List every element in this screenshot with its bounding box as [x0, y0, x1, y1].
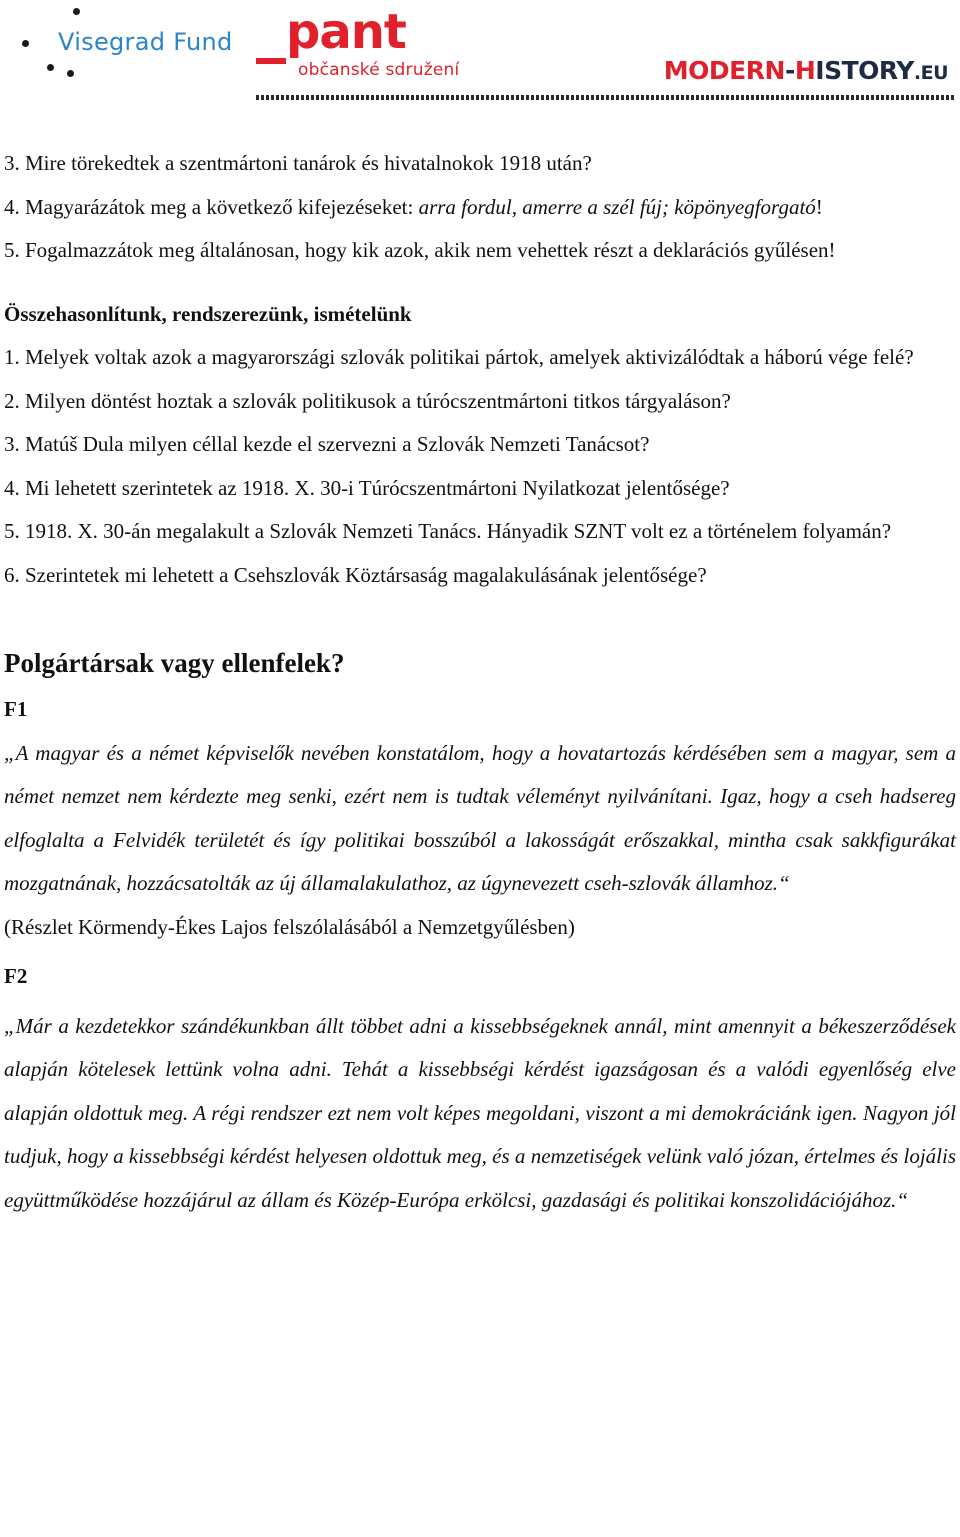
page-header	[0, 0, 960, 100]
source-label-f2: F2	[4, 964, 28, 988]
section-title-compare: Összehasonlítunk, rendszerezünk, ismételünk	[4, 301, 412, 326]
compare-question-5: 5. 1918. X. 30-án megalakult a Szlovák Nemzeti Tanács. Hányadik SZNT volt ez a történelem folyamán?	[4, 519, 892, 543]
mh-history-rest: ISTORY	[815, 56, 914, 85]
pant-logo-word: pant	[286, 4, 406, 60]
question-4-tail: !	[815, 194, 823, 219]
question-4-italic: arra fordul, amerre a szél fúj; köpönyegforgató	[418, 194, 816, 219]
document-body	[4, 142, 956, 1222]
mh-modern-text: MODERN	[663, 56, 785, 85]
question-4-text: 4. Magyarázátok meg a következő kifejezéseket:	[4, 194, 419, 219]
mh-history-h: H	[794, 56, 816, 85]
compare-question-2: 2. Milyen döntést hoztak a szlovák politikusok a túrócszentmártoni titkos tárgyaláson?	[4, 388, 731, 413]
visegrad-fund-logo: Visegrad Fund	[58, 28, 233, 56]
compare-question-3: 3. Matúš Dula milyen céllal kezde el szervezni a Szlovák Nemzeti Tanácsot?	[4, 432, 650, 456]
compare-question-4: 4. Mi lehetett szerintetek az 1918. X. 30-i Túrócszentmártoni Nyilatkozat jelentősége?	[4, 475, 730, 500]
source-label-f1: F1	[4, 697, 28, 721]
source-attribution-f1: (Részlet Körmendy-Ékes Lajos felszólalásából a Nemzetgyűlésben)	[4, 914, 575, 939]
compare-question-1: 1. Melyek voltak azok a magyarországi szlovák politikai pártok, amelyek aktivizálódtak a háború vége felé?	[4, 345, 914, 369]
pant-logo-subtitle: občanské sdružení	[298, 60, 460, 80]
header-dotted-rule	[256, 95, 954, 100]
question-5: 5. Fogalmazzátok meg általánosan, hogy kik azok, akik nem vehettek részt a deklarációs gyűlésen!	[4, 238, 836, 262]
question-3: 3. Mire törekedtek a szentmártoni tanárok és hivatalnokok 1918 után?	[4, 151, 592, 175]
source-quote-f2: „Már a kezdetekkor szándékunkban állt többet adni a kissebbségeknek annál, mint amennyit a békeszerződések alapján kötelesek lettünk volna adni. Tehát a kissebbségi kérdést igazságosan és a valódi egyenlőség elve alapján oldottuk meg. A régi rendszer ezt nem volt képes megoldani, viszont a mi demokráciánk igen. Nagyon jól tudjuk, hogy a kissebbségi kérdést helyesen oldottuk meg, és a nemzetiségek velünk való józan, értelmes és lojális együttműködése hozzájárul az állam és Közép-Európa erkölcsi, gazdasági és politikai konszolidációjához.“	[4, 1013, 956, 1212]
mh-dash-text: -	[784, 56, 795, 85]
pant-underscore-mark	[256, 58, 286, 64]
source-quote-f1: „A magyar és a német képviselők nevében konstatálom, hogy a hovatartozás kérdésében sem a magyar, sem a német nemzet nem kérdezte meg senki, ezért nem is tudtak véleményt nyilvánítani. Igaz, hogy a cseh hadsereg elfoglalta a Felvidék területét és így politikai bosszúból a lakosságát erőszakkal, mintha csak sakkfigurákat mozgatnának, hozzácsatolták az új államalakulathoz, az úgynevezett cseh-szlovák államhoz.“	[4, 740, 956, 895]
mh-eu-text: .EU	[913, 62, 948, 84]
modern-history-logo	[664, 56, 948, 85]
question-4	[4, 186, 956, 230]
section-title-citizens: Polgártársak vagy ellenfelek?	[4, 648, 345, 678]
compare-question-6: 6. Szerintetek mi lehetett a Csehszlovák Köztársaság magalakulásának jelentősége?	[4, 562, 707, 587]
